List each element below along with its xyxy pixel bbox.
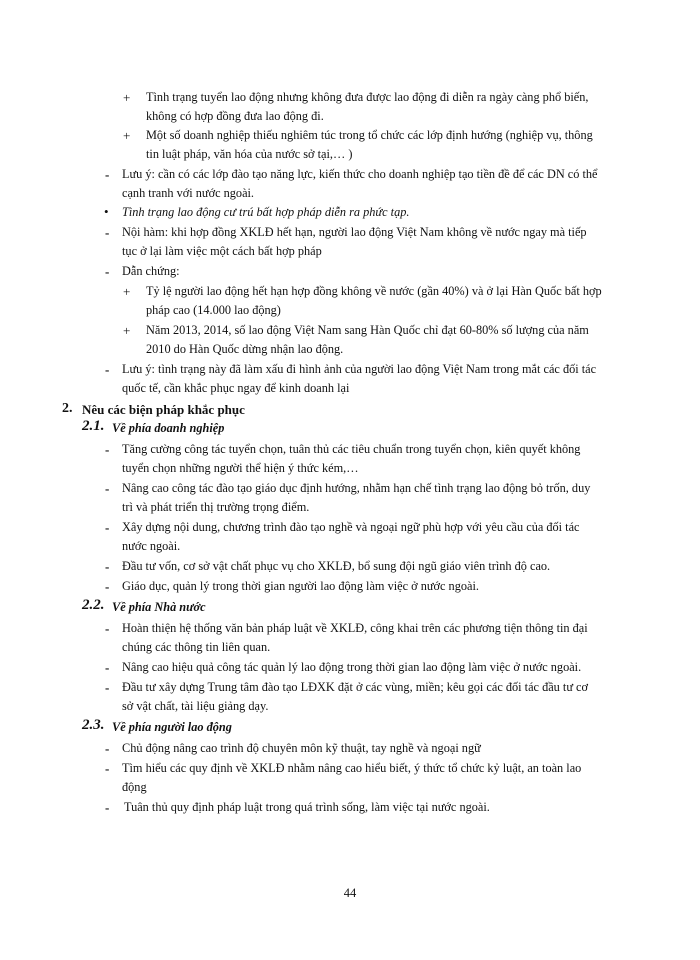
- list-item-line: Lưu ý: tình trạng này đã làm xấu đi hình ảnh của người lao động Việt Nam trong mắt các đối tác: [122, 362, 597, 376]
- list-item-line: pháp cao (14.000 lao động): [146, 303, 281, 317]
- italic-subheading: Tình trạng lao động cư trú bất hợp pháp diễn ra phức tạp.: [122, 205, 410, 219]
- subsection-number: 2.1.: [82, 418, 105, 434]
- dash-bullet: -: [105, 660, 110, 675]
- list-item-line: Tuân thủ quy định pháp luật trong quá trình sống, làm việc tại nước ngoài.: [124, 800, 490, 814]
- dash-bullet: -: [105, 800, 110, 815]
- section-number: 2.: [62, 401, 73, 416]
- dash-bullet: -: [105, 520, 110, 535]
- list-item-line: tục ở lại làm việc một cách bất hợp pháp: [122, 244, 322, 258]
- list-item-line: Hoàn thiện hệ thống văn bản pháp luật về XKLĐ, công khai trên các phương tiện thông tin đại: [122, 621, 588, 635]
- dash-bullet: -: [105, 481, 110, 496]
- subsection-title: Về phía doanh nghiệp: [112, 421, 225, 435]
- dash-bullet: -: [105, 579, 110, 594]
- list-item-line: không có hợp đồng đưa lao động đi.: [146, 109, 324, 123]
- list-item-line: Nâng cao công tác đào tạo giáo dục định hướng, nhằm hạn chế tình trạng lao động bỏ trốn, duy: [122, 481, 591, 495]
- list-item-line: Dẫn chứng:: [122, 264, 180, 278]
- list-item-line: sở vật chất, tài liệu giảng dạy.: [122, 699, 269, 713]
- list-item-line: Lưu ý: cần có các lớp đào tạo năng lực, kiến thức cho doanh nghiệp tạo tiền đề để các DN có thể: [122, 167, 598, 181]
- list-item-line: nước ngoài.: [122, 539, 181, 553]
- list-item-line: trì và phát triển thị trường trọng điểm.: [122, 500, 310, 514]
- list-item-line: Nội hàm: khi hợp đồng XKLĐ hết hạn, người lao động Việt Nam không về nước ngay mà tiếp: [122, 225, 587, 239]
- dash-bullet: -: [105, 559, 110, 574]
- subsection-number: 2.3.: [82, 717, 105, 733]
- dash-bullet: -: [105, 621, 110, 636]
- plus-bullet: +: [123, 323, 131, 338]
- dash-bullet: -: [105, 167, 110, 182]
- list-item-line: Tăng cường công tác tuyển chọn, tuân thủ các tiêu chuẩn trong tuyển chọn, kiên quyết không: [122, 442, 581, 456]
- list-item-line: tuyển chọn những người thể hiện ý thức kém,…: [122, 461, 359, 475]
- list-item-line: Giáo dục, quản lý trong thời gian người lao động làm việc ở nước ngoài.: [122, 579, 479, 593]
- list-item-line: Tìm hiểu các quy định về XKLĐ nhằm nâng cao hiểu biết, ý thức tổ chức kỷ luật, an toàn lao: [122, 761, 582, 775]
- list-item-line: Tỷ lệ người lao động hết hạn hợp đồng không về nước (gần 40%) và ở lại Hàn Quốc bất hợp: [146, 284, 602, 298]
- dash-bullet: -: [105, 362, 110, 377]
- subsection-title: Về phía Nhà nước: [112, 600, 206, 614]
- list-item-line: Nâng cao hiệu quả công tác quản lý lao động trong thời gian lao động làm việc ở nước ngoài.: [122, 660, 582, 674]
- subsection-title: Về phía người lao động: [112, 720, 232, 734]
- list-item-line: Xây dựng nội dung, chương trình đào tạo nghề và ngoại ngữ phù hợp với yêu cầu của đối tác: [122, 520, 580, 534]
- list-item-line: quốc tế, cần khắc phục ngay để kinh doanh lại: [122, 381, 350, 395]
- subsection-number: 2.2.: [82, 597, 105, 613]
- list-item-line: Tình trạng tuyển lao động nhưng không đưa được lao động đi diễn ra ngày càng phổ biến,: [146, 90, 589, 104]
- dash-bullet: -: [105, 225, 110, 240]
- dash-bullet: -: [105, 680, 110, 695]
- list-item-line: động: [122, 780, 147, 794]
- dash-bullet: -: [105, 264, 110, 279]
- round-bullet: •: [104, 204, 109, 219]
- dash-bullet: -: [105, 741, 110, 756]
- plus-bullet: +: [123, 90, 131, 105]
- plus-bullet: +: [123, 284, 131, 299]
- dash-bullet: -: [105, 442, 110, 457]
- plus-bullet: +: [123, 128, 131, 143]
- list-item-line: cạnh tranh với nước ngoài.: [122, 186, 255, 200]
- dash-bullet: -: [105, 761, 110, 776]
- list-item-line: Đầu tư vốn, cơ sở vật chất phục vụ cho XKLĐ, bổ sung đội ngũ giáo viên trình độ cao.: [122, 559, 551, 573]
- page-number: 44: [343, 886, 357, 900]
- list-item-line: Một số doanh nghiệp thiếu nghiêm túc trong tổ chức các lớp định hướng (nghiệp vụ, thông: [146, 128, 593, 142]
- list-item-line: Chủ động nâng cao trình độ chuyên môn kỹ thuật, tay nghề và ngoại ngữ: [122, 741, 481, 755]
- list-item-line: 2010 do Hàn Quốc dừng nhận lao động.: [146, 342, 344, 356]
- list-item-line: Năm 2013, 2014, số lao động Việt Nam sang Hàn Quốc chỉ đạt 60-80% số lượng của năm: [146, 323, 589, 337]
- list-item-line: chúng các thông tin liên quan.: [122, 640, 271, 654]
- section-title: Nêu các biện pháp khắc phục: [82, 402, 245, 417]
- list-item-line: Đầu tư xây dựng Trung tâm đào tạo LĐXK đặt ở các vùng, miền; kêu gọi các đối tác đầu tư cơ: [122, 680, 589, 694]
- list-item-line: tin luật pháp, văn hóa của nước sở tại,… ): [146, 147, 353, 161]
